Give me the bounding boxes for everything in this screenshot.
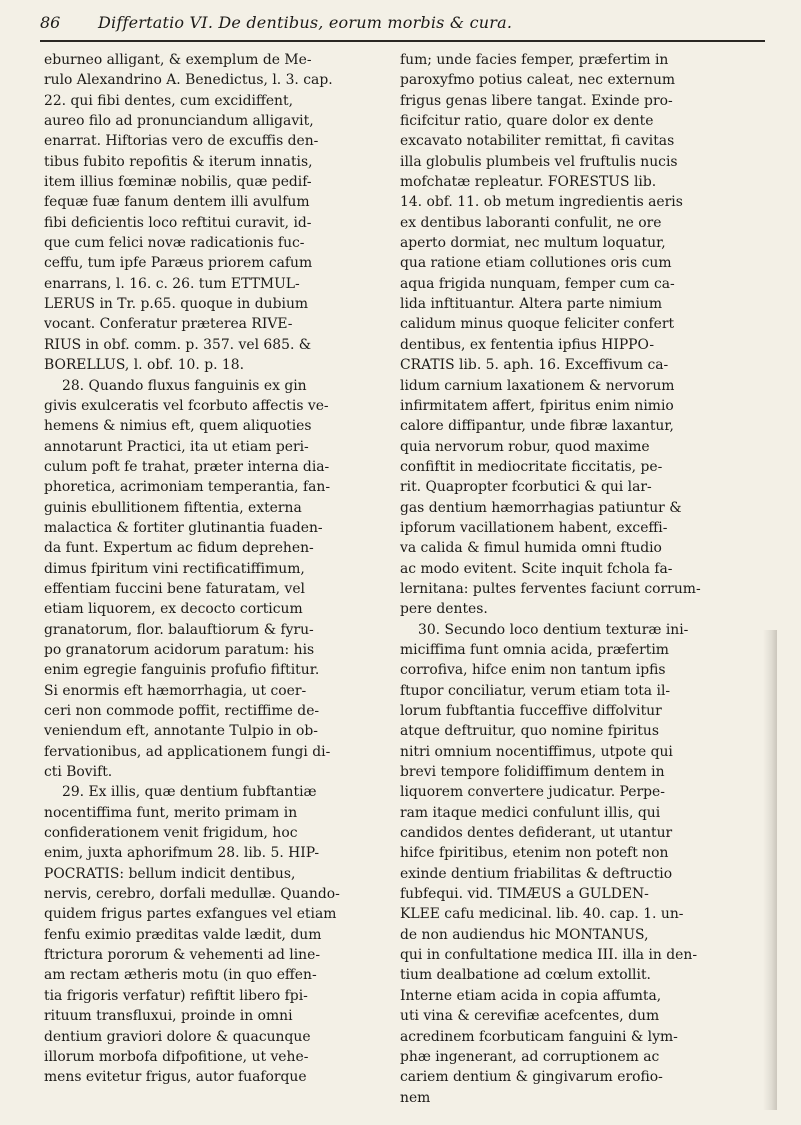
text-line: dimus fpiritum vini rectificatiffimum, [44, 560, 305, 577]
text-line: po granatorum acidorum paratum: his [44, 641, 315, 658]
header-rule [40, 40, 765, 42]
text-line: 29. Ex illis, quæ dentium fubftantiæ [62, 784, 317, 801]
text-line: ftupor conciliatur, verum etiam tota il- [400, 682, 671, 699]
text-line: lernitana: pultes ferventes faciunt corrum- [400, 580, 701, 597]
page-edge-shadow [763, 630, 777, 1110]
text-line: BORELLUS, l. obf. 10. p. 18. [44, 357, 245, 374]
text-line: uti vina & cerevifiæ acefcentes, dum [400, 1008, 660, 1025]
text-line: am rectam ætheris motu (in quo effen- [44, 967, 317, 984]
text-line: confiftit in mediocritate ficcitatis, pe- [400, 458, 663, 475]
text-line: pere dentes. [400, 601, 488, 618]
text-line: quia nervorum robur, quod maxime [400, 438, 650, 455]
text-line: va calida & fimul humida omni ftudio [400, 540, 662, 557]
text-line: atque deftruitur, quo nomine fpiritus [400, 723, 660, 740]
text-line: veniendum eft, annotante Tulpio in ob- [44, 723, 318, 740]
text-line: mens evitetur frigus, autor fuaforque [44, 1069, 307, 1086]
text-line: lidum carnium laxationem & nervorum [400, 377, 675, 394]
text-line: mofchatæ repleatur. FORESTUS lib. [400, 174, 657, 191]
text-line: dentibus, ex fententia ipfius HIPPO- [400, 336, 655, 353]
text-line: Interne etiam acida in copia affumta, [400, 987, 662, 1004]
text-line: hifce fpiritibus, etenim non poteft non [400, 845, 669, 862]
text-line: malactica & fortiter glutinantia fuaden- [44, 519, 323, 536]
text-line: ex dentibus laboranti confulit, ne ore [400, 214, 662, 231]
text-line: acredinem fcorbuticam fanguini & lym- [400, 1028, 678, 1045]
left-column [44, 50, 384, 1088]
text-line: frigus genas libere tangat. Exinde pro- [400, 92, 673, 109]
text-line: tium dealbatione ad cœlum extollit. [400, 967, 651, 984]
text-line: LERUS in Tr. p.65. quoque in dubium [44, 296, 309, 313]
text-line: exinde dentium friabilitas & deftructio [400, 865, 673, 882]
text-line: paroxyfmo potius caleat, nec externum [400, 72, 676, 89]
text-line: excavato notabiliter remittat, fi cavitas [400, 133, 675, 150]
text-line: tibus fubito repofitis & iterum innatis, [44, 153, 313, 170]
text-line: fervationibus, ad applicationem fungi di- [44, 743, 331, 760]
text-line: cti Bovift. [44, 764, 113, 781]
text-line: granatorum, flor. balauftiorum & fyru- [44, 621, 314, 638]
text-line: da funt. Expertum ac fidum deprehen- [44, 540, 314, 557]
text-line: aureo filo ad pronunciandum alligavit, [44, 113, 314, 130]
text-line: etiam liquorem, ex decocto corticum [44, 601, 303, 618]
text-line: guinis ebullitionem fiftentia, externa [44, 499, 302, 516]
text-line: hemens & nimius eft, quem aliquoties [44, 418, 312, 435]
text-line: ftrictura pororum & vehementi ad line- [44, 947, 321, 964]
text-line: ipforum vacillationem habent, exceffi- [400, 519, 668, 536]
text-line: nervis, cerebro, dorfali medullæ. Quando- [44, 886, 340, 903]
text-line: RIUS in obf. comm. p. 357. vel 685. & [44, 336, 312, 353]
text-line: 14. obf. 11. ob metum ingredientis aeris [400, 194, 683, 211]
text-line: fibi deficientis loco reftitui curavit, id- [44, 214, 312, 231]
text-line: quidem frigus partes exfangues vel etiam [44, 906, 337, 923]
text-line: cariem dentium & gingivarum erofio- [400, 1069, 663, 1086]
text-line: annotarunt Practici, ita ut etiam peri- [44, 438, 309, 455]
text-line: rituum transfluxui, proinde in omni [44, 1008, 293, 1025]
text-line: dentium graviori dolore & quacunque [44, 1028, 311, 1045]
text-line: vocant. Conferatur præterea RIVE- [44, 316, 293, 333]
text-line: lida inftituantur. Altera parte nimium [400, 296, 663, 313]
text-line: POCRATIS: bellum indicit dentibus, [44, 865, 296, 882]
text-line: que cum felici novæ radicationis fuc- [44, 235, 305, 252]
text-line: fenfu eximio præditas valde lædit, dum [44, 926, 322, 943]
text-line: CRATIS lib. 5. aph. 16. Exceffivum ca- [400, 357, 669, 374]
text-line: fubfequi. vid. TIMÆUS a GULDEN- [400, 886, 649, 903]
text-line: 30. Secundo loco dentium texturæ ini- [418, 621, 689, 638]
text-line: calidum minus quoque feliciter confert [400, 316, 675, 333]
text-line: fequæ fuæ fanum dentem illi avulfum [44, 194, 310, 211]
text-line: ac modo evitent. Scite inquit fchola fa- [400, 560, 673, 577]
text-line: calore diffipantur, unde fibræ laxantur, [400, 418, 674, 435]
text-line: miciffima funt omnia acida, præfertim [400, 641, 669, 658]
text-line: Si enormis eft hæmorrhagia, ut coer- [44, 682, 307, 699]
page-header [40, 8, 760, 38]
text-line: ram itaque medici confulunt illis, qui [400, 804, 661, 821]
text-line: 22. qui fibi dentes, cum excidiffent, [44, 92, 293, 109]
text-line: KLEE cafu medicinal. lib. 40. cap. 1. un- [400, 906, 684, 923]
text-line: eburneo alligant, & exemplum de Me- [44, 52, 312, 68]
text-line: aperto dormiat, nec multum loquatur, [400, 235, 666, 252]
text-line: phæ ingenerant, ad corruptionem ac [400, 1048, 660, 1065]
text-line: item illius fœminæ nobilis, quæ pedif- [44, 174, 312, 191]
text-line: illorum morbofa difpofitione, ut vehe- [44, 1048, 309, 1065]
text-line: confiderationem venit frigidum, hoc [44, 825, 298, 842]
text-line: enarrans, l. 16. c. 26. tum ETTMUL- [44, 275, 300, 292]
right-column [400, 50, 750, 1108]
text-line: lorum fubftantia fucceffive diffolvitur [400, 703, 662, 719]
text-line: nem [400, 1089, 431, 1106]
text-line: ficifcitur ratio, quare dolor ex dente [400, 113, 654, 130]
text-line: candidos dentes defiderant, ut utantur [400, 825, 673, 842]
text-line: gas dentium hæmorrhagias patiuntur & [400, 499, 682, 516]
text-line: qua ratione etiam collutiones oris cum [400, 255, 672, 272]
text-line: 28. Quando fluxus fanguinis ex gin [62, 377, 307, 394]
text-line: culum poft fe trahat, præter interna dia- [44, 458, 330, 475]
text-line: corrofiva, hifce enim non tantum ipfis [400, 662, 666, 679]
text-line: nocentiffima funt, merito primam in [44, 804, 298, 821]
text-line: tia frigoris verfatur) refiftit libero fpi- [44, 987, 308, 1004]
text-line: effentiam fuccini bene faturatam, vel [44, 580, 305, 597]
text-line: fum; unde facies femper, præfertim in [400, 52, 669, 68]
text-line: phoretica, acrimoniam temperantia, fan- [44, 479, 331, 496]
text-line: ceri non commode poffit, rectiffime de- [44, 703, 320, 719]
text-line: givis exulceratis vel fcorbuto affectis ve- [44, 397, 329, 414]
text-line: liquorem convertere judicatur. Perpe- [400, 784, 665, 801]
text-line: enim, juxta aphorifmum 28. lib. 5. HIP- [44, 845, 320, 862]
text-line: ceffu, tum ipfe Paræus priorem cafum [44, 255, 313, 272]
text-line: enarrat. Hiftorias vero de excuffis den- [44, 133, 319, 150]
text-line: de non audiendus hic MONTANUS, [400, 926, 649, 943]
text-line: enim egregie fanguinis profufio fiftitur. [44, 662, 320, 679]
text-line: qui in confultatione medica III. illa in den- [400, 947, 698, 964]
text-line: nitri omnium nocentiffimus, utpote qui [400, 743, 673, 760]
text-line: illa globulis plumbeis vel fruftulis nucis [400, 153, 678, 170]
text-line: rit. Quapropter fcorbutici & qui lar- [400, 479, 652, 496]
text-line: infirmitatem affert, fpiritus enim nimio [400, 397, 674, 414]
text-line: aqua frigida nunquam, femper cum ca- [400, 275, 675, 292]
page-number: 86 [40, 13, 61, 32]
text-line: rulo Alexandrino A. Benedictus, l. 3. cap. [44, 72, 333, 89]
running-title: Differtatio VI. De dentibus, eorum morbis & cura. [98, 13, 513, 32]
text-line: brevi tempore folidiffimum dentem in [400, 764, 665, 781]
